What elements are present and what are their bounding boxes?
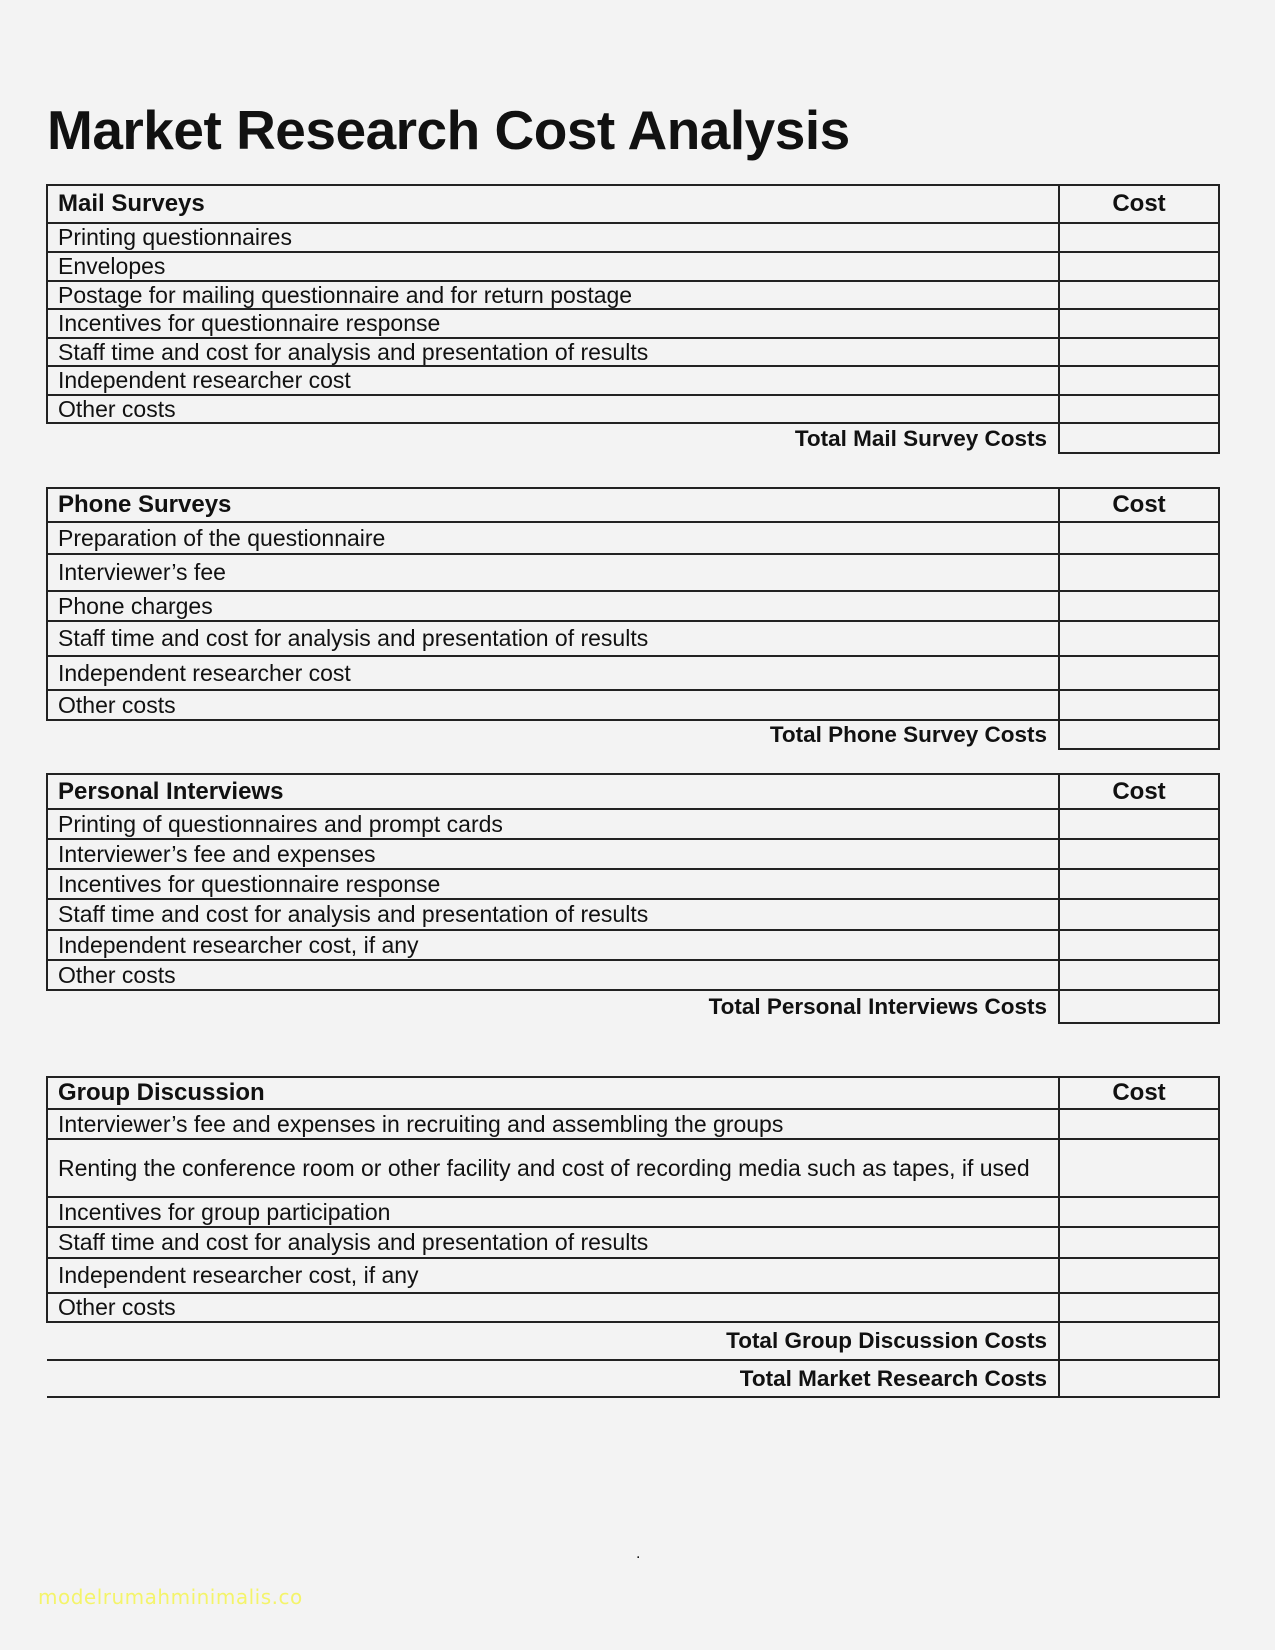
table-row: [47, 809, 1219, 839]
row-label: Interviewer’s fee and expenses: [47, 839, 1059, 869]
row-label: Independent researcher cost: [47, 366, 1059, 394]
row-label: Staff time and cost for analysis and presentation of results: [47, 338, 1059, 366]
table-row: [47, 522, 1219, 554]
row-label: Staff time and cost for analysis and presentation of results: [47, 1227, 1059, 1258]
table-row: [47, 839, 1219, 869]
cost-column-header: Cost: [1059, 488, 1219, 522]
total-cost-cell[interactable]: [1059, 720, 1219, 749]
total-cost-cell[interactable]: [1059, 1322, 1219, 1360]
cost-input-cell[interactable]: [1059, 809, 1219, 839]
cost-input-cell[interactable]: [1059, 930, 1219, 960]
cost-input-cell[interactable]: [1059, 1227, 1219, 1258]
row-label: Envelopes: [47, 252, 1059, 281]
table-row: [47, 869, 1219, 899]
table-row: [47, 656, 1219, 690]
group-discussion-table: [46, 1076, 1220, 1398]
table-row: [47, 309, 1219, 337]
row-label: Other costs: [47, 395, 1059, 423]
cost-input-cell[interactable]: [1059, 591, 1219, 621]
row-label: Renting the conference room or other facility and cost of recording media such as tapes, if used: [47, 1139, 1059, 1197]
row-label: Staff time and cost for analysis and presentation of results: [47, 899, 1059, 930]
total-row: [47, 720, 1219, 749]
row-label: Other costs: [47, 960, 1059, 990]
section-heading: Mail Surveys: [47, 185, 1059, 223]
table-row: [47, 366, 1219, 394]
table-row: [47, 591, 1219, 621]
row-label: Printing questionnaires: [47, 223, 1059, 252]
grand-total-cost-cell[interactable]: [1059, 1360, 1219, 1397]
cost-column-header: Cost: [1059, 1077, 1219, 1109]
row-label: Independent researcher cost: [47, 656, 1059, 690]
row-label: Independent researcher cost, if any: [47, 930, 1059, 960]
personal-interviews-table: [46, 773, 1220, 1024]
table-row: [47, 1258, 1219, 1293]
cost-input-cell[interactable]: [1059, 656, 1219, 690]
row-label: Other costs: [47, 690, 1059, 720]
table-row: [47, 338, 1219, 366]
total-label: Total Group Discussion Costs: [47, 1322, 1059, 1360]
total-label: Total Personal Interviews Costs: [47, 990, 1059, 1023]
cost-input-cell[interactable]: [1059, 554, 1219, 591]
table-row: [47, 1109, 1219, 1139]
cost-input-cell[interactable]: [1059, 1258, 1219, 1293]
cost-input-cell[interactable]: [1059, 1109, 1219, 1139]
total-row: [47, 1322, 1219, 1360]
cost-input-cell[interactable]: [1059, 869, 1219, 899]
row-label: Phone charges: [47, 591, 1059, 621]
table-row: [47, 690, 1219, 720]
table-row: [47, 1139, 1219, 1197]
cost-input-cell[interactable]: [1059, 899, 1219, 930]
cost-column-header: Cost: [1059, 185, 1219, 223]
table-row: [47, 960, 1219, 990]
table-row: [47, 281, 1219, 309]
row-label: Incentives for questionnaire response: [47, 309, 1059, 337]
table-row: [47, 1197, 1219, 1227]
table-row: [47, 252, 1219, 281]
total-cost-cell[interactable]: [1059, 423, 1219, 453]
row-label: Staff time and cost for analysis and presentation of results: [47, 621, 1059, 656]
table-row: [47, 621, 1219, 656]
section-heading: Phone Surveys: [47, 488, 1059, 522]
cost-input-cell[interactable]: [1059, 223, 1219, 252]
cost-input-cell[interactable]: [1059, 690, 1219, 720]
row-label: Interviewer’s fee: [47, 554, 1059, 591]
row-label: Incentives for group participation: [47, 1197, 1059, 1227]
cost-input-cell[interactable]: [1059, 309, 1219, 337]
table-header-row: [47, 1077, 1219, 1109]
cost-input-cell[interactable]: [1059, 1293, 1219, 1322]
table-row: [47, 223, 1219, 252]
cost-input-cell[interactable]: [1059, 252, 1219, 281]
grand-total-row: [47, 1360, 1219, 1397]
cost-input-cell[interactable]: [1059, 1139, 1219, 1197]
table-row: [47, 930, 1219, 960]
total-row: [47, 990, 1219, 1023]
row-label: Postage for mailing questionnaire and for return postage: [47, 281, 1059, 309]
row-label: Independent researcher cost, if any: [47, 1258, 1059, 1293]
phone-surveys-table: [46, 487, 1220, 750]
table-header-row: [47, 488, 1219, 522]
row-label: Interviewer’s fee and expenses in recruiting and assembling the groups: [47, 1109, 1059, 1139]
cost-input-cell[interactable]: [1059, 522, 1219, 554]
cost-input-cell[interactable]: [1059, 1197, 1219, 1227]
watermark-text: modelrumahminimalis.co: [38, 1585, 303, 1609]
table-row: [47, 1227, 1219, 1258]
mail-surveys-table: [46, 184, 1220, 454]
total-label: Total Mail Survey Costs: [47, 423, 1059, 453]
cost-input-cell[interactable]: [1059, 366, 1219, 394]
grand-total-label: Total Market Research Costs: [47, 1360, 1059, 1397]
cost-input-cell[interactable]: [1059, 621, 1219, 656]
table-header-row: [47, 185, 1219, 223]
section-heading: Personal Interviews: [47, 774, 1059, 809]
total-label: Total Phone Survey Costs: [47, 720, 1059, 749]
table-header-row: [47, 774, 1219, 809]
table-row: [47, 554, 1219, 591]
row-label: Preparation of the questionnaire: [47, 522, 1059, 554]
page-title: Market Research Cost Analysis: [47, 99, 850, 161]
page-dot: .: [636, 1545, 641, 1562]
row-label: Incentives for questionnaire response: [47, 869, 1059, 899]
table-row: [47, 395, 1219, 423]
cost-input-cell[interactable]: [1059, 338, 1219, 366]
cost-column-header: Cost: [1059, 774, 1219, 809]
cost-input-cell[interactable]: [1059, 960, 1219, 990]
total-cost-cell[interactable]: [1059, 990, 1219, 1023]
table-row: [47, 1293, 1219, 1322]
cost-input-cell[interactable]: [1059, 839, 1219, 869]
table-row: [47, 899, 1219, 930]
row-label: Other costs: [47, 1293, 1059, 1322]
section-heading: Group Discussion: [47, 1077, 1059, 1109]
row-label: Printing of questionnaires and prompt cards: [47, 809, 1059, 839]
cost-input-cell[interactable]: [1059, 281, 1219, 309]
total-row: [47, 423, 1219, 453]
cost-input-cell[interactable]: [1059, 395, 1219, 423]
